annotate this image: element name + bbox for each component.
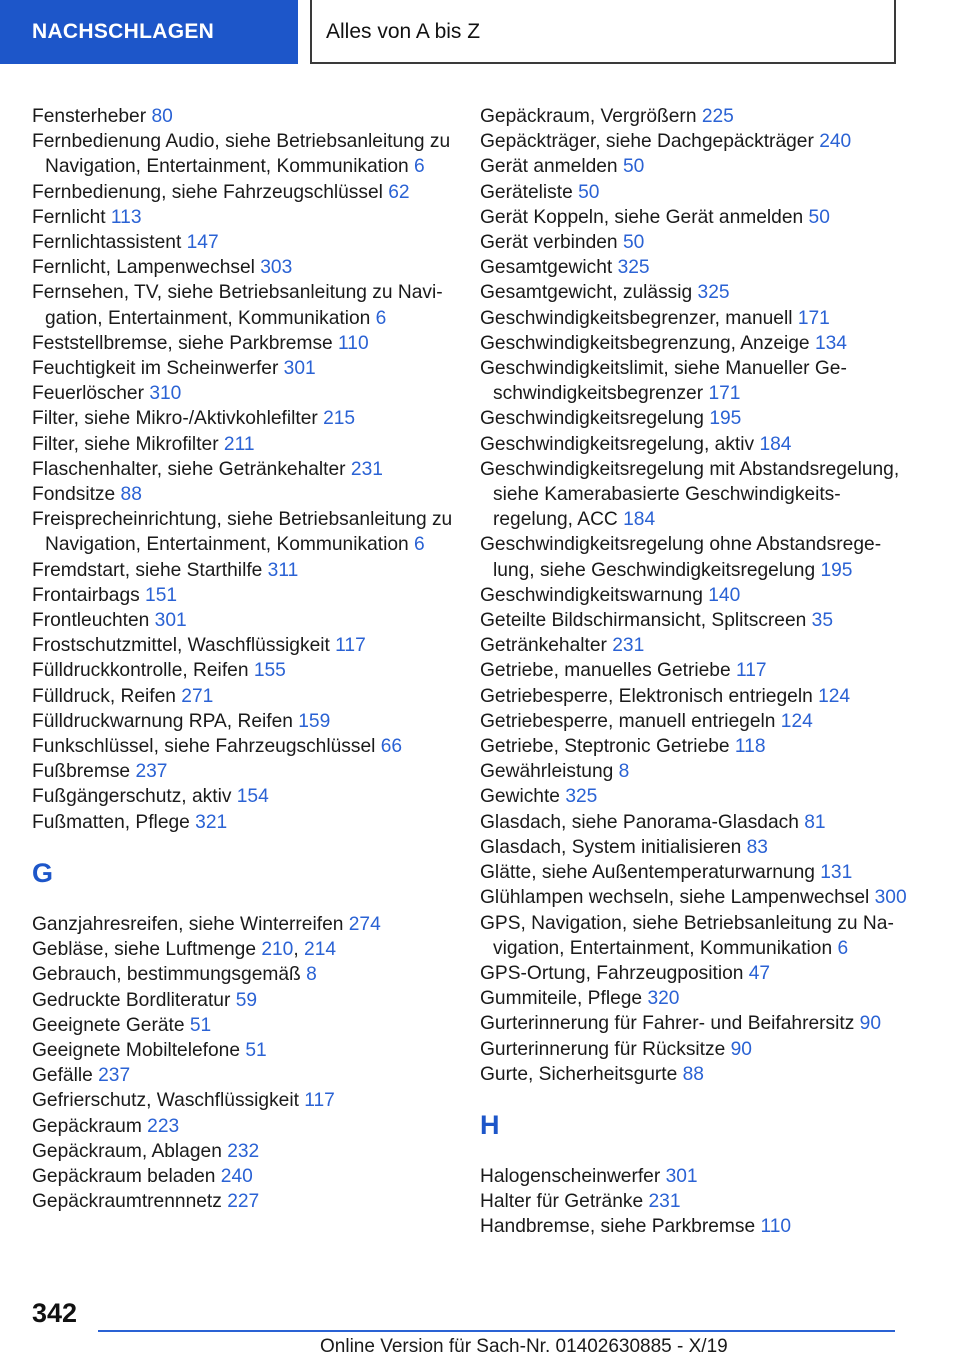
index-entry	[32, 1114, 462, 1139]
index-entry	[32, 507, 462, 557]
page-link[interactable]: 325	[565, 786, 598, 808]
index-entry	[480, 885, 910, 910]
index-entry: Gebläse, siehe Luftmenge 210, 214	[32, 939, 337, 961]
page-link[interactable]: 151	[145, 584, 178, 606]
index-entry	[480, 356, 910, 406]
index-entry	[32, 633, 462, 658]
index-entry	[480, 759, 910, 784]
index-entry	[480, 1214, 910, 1239]
index-entry	[480, 633, 910, 658]
index-entry-text: Gefälle	[32, 1065, 99, 1087]
page-link[interactable]: 210	[261, 939, 294, 961]
page-link[interactable]: 310	[149, 383, 182, 405]
index-entry-text: Gesamtgewicht	[480, 257, 618, 279]
page-link[interactable]: 90	[730, 1038, 752, 1060]
page-link[interactable]: 88	[682, 1063, 704, 1085]
page-link[interactable]: 90	[859, 1013, 881, 1035]
page-link[interactable]: 274	[348, 913, 381, 935]
index-entry	[480, 406, 910, 431]
index-entry-text: Feuerlöscher	[32, 383, 150, 405]
page-link[interactable]: 118	[734, 736, 766, 758]
page-link[interactable]: 171	[708, 383, 741, 405]
index-entry	[480, 583, 910, 608]
index-entry-text: Geeignete Mobiltelefone	[32, 1039, 246, 1061]
index-entry	[32, 1063, 462, 1088]
page-link[interactable]: 237	[98, 1065, 131, 1087]
footer-text: Online Version für Sach-Nr. 01402630885 - X/19	[320, 1336, 728, 1357]
index-entry-text: Glasdach, System initialisieren	[480, 836, 747, 858]
page-link[interactable]: 50	[622, 156, 645, 178]
index-entry-text: Halogenscheinwerfer	[480, 1165, 666, 1187]
index-entry-text: Fernlicht, Lampenwechsel	[32, 257, 261, 279]
index-entry	[32, 205, 462, 230]
index-entry	[32, 255, 462, 280]
page-link[interactable]: 66	[380, 736, 403, 758]
footer-rule	[98, 1330, 895, 1332]
index-entry	[480, 860, 910, 885]
index-entry-text: Gurte, Sicherheitsgurte	[480, 1063, 683, 1085]
page-link[interactable]: 110	[760, 1216, 792, 1238]
page-link[interactable]: 50	[578, 181, 600, 203]
page-link[interactable]: 113	[110, 206, 142, 228]
page-link[interactable]: 301	[154, 610, 187, 632]
index-entry-text: Gepäckraumtrennnetz	[32, 1191, 228, 1213]
page-link[interactable]: 117	[735, 660, 767, 682]
index-entry-text: Gepäckraum	[32, 1115, 148, 1137]
index-entry	[480, 1037, 910, 1062]
page-link[interactable]: 195	[709, 408, 742, 430]
index-entry-text: Filter, siehe Mikro-/Aktivkohlefilter	[32, 408, 324, 430]
index-entry	[480, 1164, 910, 1189]
index-entry-text: Geschwindigkeitsregelung ohne Abstandsregelung, siehe Geschwindigkeitsregelung	[480, 534, 882, 581]
index-entry	[32, 406, 462, 431]
page-link[interactable]: 195	[820, 559, 853, 581]
index-entry-text: Gerät Koppeln, siehe Gerät anmelden	[480, 206, 809, 228]
page-link[interactable]: 59	[235, 989, 258, 1011]
index-entry-text: Gepäckraum, Vergrößern	[480, 106, 702, 127]
index-entry-text: Flaschenhalter, siehe Getränkehalter	[32, 458, 351, 480]
page-link[interactable]: 214	[304, 939, 337, 961]
index-entry-text: Geschwindigkeitslimit, siehe Manueller Geschwindigkeitsbegrenzer	[480, 358, 847, 405]
index-entry-text: Gewährleistung	[480, 761, 619, 783]
page-link[interactable]: 271	[181, 685, 214, 707]
index-entry-text: Glätte, siehe Außentemperaturwarnung	[480, 862, 821, 884]
index-entry	[32, 558, 462, 583]
index-entry	[32, 457, 462, 482]
index-entry	[32, 583, 462, 608]
page-link[interactable]: 50	[622, 232, 645, 254]
index-entry-text: Gesamtgewicht, zulässig	[480, 282, 698, 304]
page-link[interactable]: 320	[647, 988, 680, 1010]
index-entry	[480, 104, 910, 129]
index-entry-text: Fußgängerschutz, aktiv	[32, 786, 237, 808]
page-link[interactable]: 62	[388, 181, 410, 203]
page-link[interactable]: 81	[804, 811, 826, 833]
index-entry	[480, 306, 910, 331]
page-link[interactable]: 110	[338, 332, 369, 354]
index-entry-text: Gepäckraum beladen	[32, 1165, 221, 1187]
page-link[interactable]: 124	[818, 685, 851, 707]
page-link[interactable]: 51	[189, 1014, 212, 1036]
index-entry	[480, 684, 910, 709]
page-link[interactable]: 51	[245, 1039, 267, 1061]
index-entry-text: Getriebe, Steptronic Getriebe	[480, 736, 735, 758]
page-link[interactable]: 131	[820, 862, 853, 884]
index-entry-text: Frostschutzmittel, Waschflüssigkeit	[32, 635, 336, 657]
index-entry	[32, 381, 462, 406]
index-entry	[480, 331, 910, 356]
page-link[interactable]: 155	[253, 660, 286, 682]
index-entry-text: Gepäckträger, siehe Dachgepäckträger	[480, 131, 820, 153]
index-letter-heading: H	[480, 1109, 500, 1140]
page-link[interactable]: 117	[304, 1090, 335, 1112]
index-entry-text: Halter für Getränke	[480, 1191, 649, 1213]
index-entry-text: Gurterinnerung für Fahrer- und Beifahrersitz	[480, 1013, 860, 1035]
index-entry	[480, 608, 910, 633]
index-entry	[480, 180, 910, 205]
page-link[interactable]: 321	[195, 811, 228, 833]
index-entry	[32, 912, 462, 937]
index-entry	[480, 280, 910, 305]
index-entry	[32, 608, 462, 633]
index-entry	[480, 255, 910, 280]
index-entry-text: Geeignete Geräte	[32, 1014, 190, 1036]
index-entry-text: Frontleuchten	[32, 610, 155, 632]
index-entry-text: Geräteliste	[480, 181, 579, 203]
index-entry	[32, 280, 462, 330]
index-entry-text: Geschwindigkeitsregelung, aktiv	[480, 433, 760, 455]
index-entry	[480, 154, 910, 179]
index-entry-text: Fensterheber	[32, 106, 152, 127]
page-link[interactable]: 240	[819, 131, 852, 153]
index-entry	[32, 331, 462, 356]
page-link[interactable]: 311	[267, 559, 299, 581]
index-entry-text: Fondsitze	[32, 484, 121, 506]
page-link[interactable]: 237	[135, 761, 168, 783]
index-entry	[480, 734, 910, 759]
page-link[interactable]: 303	[260, 257, 293, 279]
index-entry-text: Glasdach, siehe Panorama-Glasdach	[480, 811, 805, 833]
page-link[interactable]: 184	[623, 509, 656, 531]
index-entry-text: Ganzjahresreifen, siehe Winterreifen	[32, 913, 349, 935]
index-entry	[32, 759, 462, 784]
page-link[interactable]: 171	[797, 307, 830, 329]
index-entry	[480, 1011, 910, 1036]
index-entry-text: Getränkehalter	[480, 635, 613, 657]
index-entry-text: Getriebe, manuelles Getriebe	[480, 660, 736, 682]
index-entry-text: Gefrierschutz, Waschflüssigkeit	[32, 1090, 305, 1112]
index-entry-text: Gedruckte Bordliteratur	[32, 989, 236, 1011]
index-entry-text: GPS-Ortung, Fahrzeugposition	[480, 962, 749, 984]
index-entry-text: GPS, Navigation, siehe Betriebsanleitung zu Navigation, Entertainment, Kommunikation	[480, 912, 894, 959]
index-entry	[32, 432, 462, 457]
index-entry-text: Fernlicht	[32, 206, 111, 228]
page-link[interactable]: 231	[648, 1191, 681, 1213]
index-entry	[480, 835, 910, 860]
index-entry	[32, 810, 462, 835]
page-link[interactable]: 301	[283, 358, 316, 380]
index-entry-text: Fernlichtassistent	[32, 232, 187, 254]
index-entry-text: Fülldruckkontrolle, Reifen	[32, 660, 254, 682]
index-entry	[32, 482, 462, 507]
index-entry	[480, 532, 910, 582]
index-entry-text: Gurterinnerung für Rücksitze	[480, 1038, 731, 1060]
index-entry-text: Funkschlüssel, siehe Fahrzeugschlüssel	[32, 736, 381, 758]
index-entry-text: Gummiteile, Pflege	[480, 988, 648, 1010]
index-entry-text: Freisprecheinrichtung, siehe Betriebsanleitung zu Navigation, Entertainment, Kommunikation	[32, 509, 453, 556]
page-link[interactable]: 6	[375, 307, 387, 329]
index-entry-text: Filter, siehe Mikrofilter	[32, 433, 224, 455]
index-entry	[480, 432, 910, 457]
page-link[interactable]: 83	[746, 836, 768, 858]
page-link[interactable]: 223	[147, 1115, 180, 1137]
page-number: 342	[32, 1298, 78, 1328]
index-entry-text: Getriebesperre, Elektronisch entriegeln	[480, 685, 819, 707]
index-entry	[32, 988, 462, 1013]
index-entry	[32, 734, 462, 759]
index-entry-text: Geschwindigkeitsregelung	[480, 408, 710, 430]
page-link[interactable]: 35	[811, 610, 833, 632]
page-link[interactable]: 240	[220, 1165, 253, 1187]
index-entry-text: Fülldruckwarnung RPA, Reifen	[32, 710, 299, 732]
index-entry	[480, 961, 910, 986]
page-header	[0, 0, 960, 66]
index-letter-heading: G	[32, 857, 54, 888]
index-entry	[32, 1189, 462, 1214]
page-link[interactable]: 80	[151, 106, 173, 127]
index-entry-text: Gewichte	[480, 786, 566, 808]
page-link[interactable]: 50	[808, 206, 830, 228]
page-link[interactable]: 227	[227, 1191, 260, 1213]
page-link[interactable]: 8	[306, 964, 317, 986]
index-entry-text: Gerät anmelden	[480, 156, 623, 178]
page-link[interactable]: 301	[665, 1165, 698, 1187]
page-link[interactable]: 8	[618, 761, 630, 783]
index-entry	[480, 1189, 910, 1214]
index-entry-text: Feuchtigkeit im Scheinwerfer	[32, 358, 284, 380]
index-entry	[32, 356, 462, 381]
index-entry-text: Fußbremse	[32, 761, 136, 783]
index-entry-text: Geschwindigkeitsbegrenzung, Anzeige	[480, 332, 815, 354]
page-link[interactable]: 124	[780, 710, 813, 732]
page-link[interactable]: 325	[617, 257, 650, 279]
index-column-left	[32, 104, 462, 1214]
page-link[interactable]: 154	[236, 786, 269, 808]
index-entry	[32, 1164, 462, 1189]
page-link[interactable]: 47	[748, 962, 771, 984]
index-entry	[480, 129, 910, 154]
page-link[interactable]: 140	[708, 584, 741, 606]
page-link[interactable]: 232	[227, 1140, 260, 1162]
index-entry-text: Geteilte Bildschirmansicht, Splitscreen	[480, 610, 812, 632]
index-entry	[480, 457, 910, 533]
index-entry	[480, 986, 910, 1011]
index-entry	[32, 1139, 462, 1164]
index-entry	[32, 104, 462, 129]
index-entry	[32, 709, 462, 734]
page-link[interactable]: 147	[186, 232, 219, 254]
page-link[interactable]: 134	[814, 332, 847, 354]
index-entry-text: Fernbedienung, siehe Fahrzeugschlüssel	[32, 181, 389, 203]
page-link[interactable]: 300	[874, 887, 907, 909]
page-link[interactable]: 325	[697, 282, 730, 304]
index-entry	[32, 129, 462, 179]
index-entry	[32, 784, 462, 809]
index-entry-text: Fernsehen, TV, siehe Betriebsanleitung zu Navigation, Entertainment, Kommunikation	[32, 282, 443, 329]
index-entry-text: Fülldruck, Reifen	[32, 685, 182, 707]
page-link[interactable]: 6	[837, 937, 849, 959]
index-entry	[32, 1013, 462, 1038]
page-link[interactable]: 159	[298, 710, 331, 732]
index-entry	[480, 810, 910, 835]
index-entry	[480, 709, 910, 734]
index-entry	[480, 230, 910, 255]
index-entry	[32, 658, 462, 683]
page-link[interactable]: 6	[414, 156, 425, 178]
page-link[interactable]: 231	[350, 458, 383, 480]
index-entry-text: Frontairbags	[32, 584, 146, 606]
index-entry-text: Handbremse, siehe Parkbremse	[480, 1216, 761, 1238]
page-link[interactable]: 6	[414, 534, 425, 556]
index-entry-text: Fremdstart, siehe Starthilfe	[32, 559, 268, 581]
index-entry	[32, 230, 462, 255]
index-column-right	[480, 104, 910, 1240]
index-entry	[480, 911, 910, 961]
index-entry	[480, 205, 910, 230]
index-entry-text: Fernbedienung Audio, siehe Betriebsanleitung zu Navigation, Entertainment, Kommunikation	[32, 131, 451, 178]
index-entry	[480, 1062, 910, 1087]
index-entry-text: Glühlampen wechseln, siehe Lampenwechsel	[480, 887, 875, 909]
section-tab: NACHSCHLAGEN	[0, 0, 298, 64]
chapter-title: Alles von A bis Z	[312, 0, 896, 64]
index-entry-text: Geschwindigkeitswarnung	[480, 584, 709, 606]
page-link[interactable]: 88	[120, 484, 142, 506]
page-link[interactable]: 117	[335, 635, 366, 657]
index-entry-text: Gebläse, siehe Luftmenge	[32, 939, 262, 961]
index-entry	[480, 658, 910, 683]
index-entry	[32, 962, 462, 987]
index-entry	[480, 784, 910, 809]
index-entry-text: Fußmatten, Pflege	[32, 811, 196, 833]
page-link[interactable]: 231	[612, 635, 645, 657]
index-entry-text: Gepäckraum, Ablagen	[32, 1140, 228, 1162]
index-entry	[32, 1038, 462, 1063]
page-link[interactable]: 184	[759, 433, 792, 455]
index-entry-text: Geschwindigkeitsregelung mit Abstandsregelung, siehe Kamerabasierte Geschwindigkeitsregelung, ACC	[480, 458, 900, 531]
index-entry-text: Gerät verbinden	[480, 232, 623, 254]
index-entry	[32, 684, 462, 709]
page-link[interactable]: 215	[323, 408, 356, 430]
index-entry	[32, 180, 462, 205]
page-link[interactable]: 225	[701, 106, 734, 127]
page-link[interactable]: 211	[223, 433, 255, 455]
index-entry-text: Geschwindigkeitsbegrenzer, manuell	[480, 307, 798, 329]
index-entry-text: Feststellbremse, siehe Parkbremse	[32, 332, 339, 354]
index-entry-text: Gebrauch, bestimmungsgemäß	[32, 964, 307, 986]
index-entry-text: Getriebesperre, manuell entriegeln	[480, 710, 781, 732]
index-entry	[32, 1088, 462, 1113]
